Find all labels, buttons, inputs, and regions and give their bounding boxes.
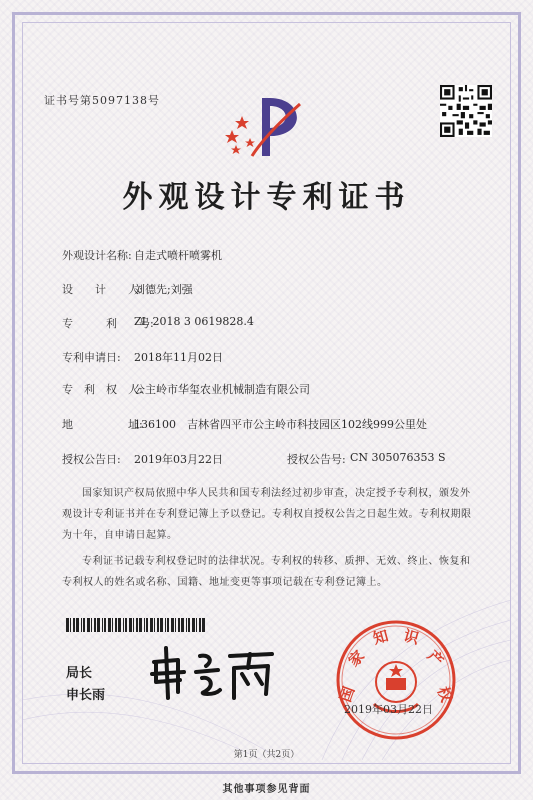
svg-text:权: 权: [433, 684, 456, 705]
certificate-title: 外观设计专利证书: [122, 180, 411, 215]
svg-text:国: 国: [336, 684, 359, 705]
chief-name: 申长雨: [66, 688, 106, 703]
field-label-application-date: 专利申请日:: [62, 351, 121, 364]
field-value-address: 136100 吉林省四平市公主岭市科技园区102线999公里处: [134, 418, 427, 431]
field-value-grant-date: 2019年03月22日: [134, 453, 223, 466]
field-value-application-date: 2018年11月02日: [134, 351, 223, 364]
page-number: 第1页（共2页）: [233, 750, 300, 760]
barcode-icon: [66, 618, 206, 632]
field-label-patentee: 专 利 权 人:: [62, 383, 143, 396]
field-value-grant-number: CN 305076353 S: [350, 451, 446, 464]
svg-text:识: 识: [401, 626, 421, 648]
field-value-patent-number: ZL 2018 3 0619828.4: [134, 315, 254, 328]
seal-date: 2019年03月22日: [344, 703, 433, 716]
field-label-grant-number: 授权公告号:: [287, 453, 346, 466]
field-label-address: 地 址:: [62, 418, 143, 431]
signature: [148, 642, 278, 702]
field-label-grant-date: 授权公告日:: [62, 453, 121, 466]
svg-text:产: 产: [423, 646, 448, 671]
svg-text:知: 知: [371, 626, 391, 648]
field-label-designer: 设 计 人:: [62, 283, 143, 296]
official-seal-icon: [334, 618, 458, 742]
patent-logo-icon: [222, 90, 312, 160]
qr-code-icon: [440, 85, 492, 137]
certificate-number: 证书号第5097138号: [44, 94, 160, 107]
footer-note: 其他事项参见背面: [222, 784, 311, 795]
field-value-designer: 刘德先;刘强: [134, 283, 193, 296]
statement-paragraph-1: 国家知识产权局依照中华人民共和国专利法经过初步审查，决定授予专利权，颁发外观设计专利证书并在专利登记簿上予以登记。专利权自授权公告之日起生效。专利权期限为十年，自申请日起算。: [62, 488, 472, 541]
chief-title: 局长: [66, 666, 93, 681]
field-label-patent-number: 专 利 号:: [62, 317, 154, 330]
statement-paragraph-2: 专利证书记载专利权登记时的法律状况。专利权的转移、质押、无效、终止、恢复和专利权人的姓名或名称、国籍、地址变更等事项记载在专利登记簿上。: [62, 556, 471, 588]
field-label-design-name: 外观设计名称:: [62, 249, 132, 262]
field-value-patentee: 公主岭市华玺农业机械制造有限公司: [134, 383, 310, 396]
svg-text:家: 家: [344, 646, 369, 671]
field-value-design-name: 自走式喷杆喷雾机: [134, 249, 222, 262]
